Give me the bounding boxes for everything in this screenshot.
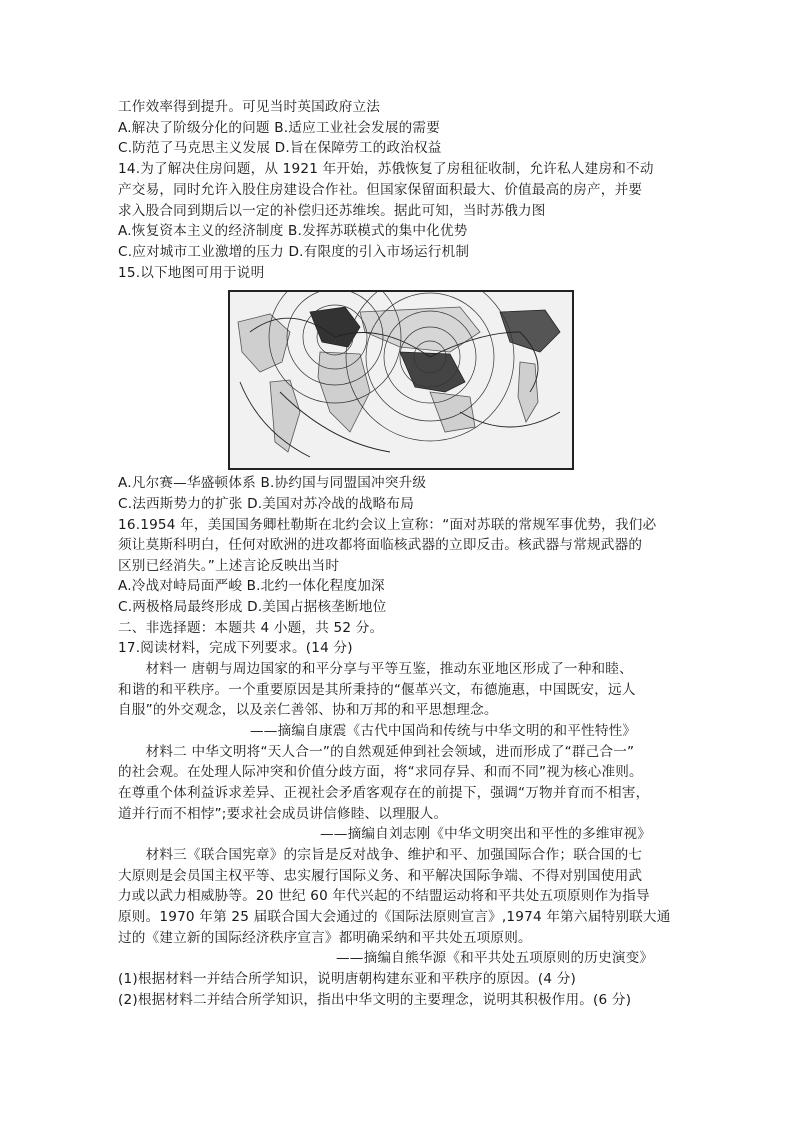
text-line: 力或以武力相威胁等。20 世纪 60 年代兴起的不结盟运动将和平共处五项原则作为指导: [118, 888, 650, 904]
text-line: 求入股合同到期后以一定的补偿归还苏维埃。据此可知，当时苏俄力图: [118, 203, 546, 219]
text-line: 须让莫斯科明白，任何对欧洲的进攻都将面临核武器的立即反击。核武器与常规武器的: [118, 537, 643, 553]
option-line: C.应对城市工业激增的压力 D.有限度的引入市场运行机制: [118, 244, 470, 260]
citation-three: ——摘编自熊华源《和平共处五项原则的历史演变》: [336, 950, 654, 966]
citation-two: ——摘编自刘志刚《中华文明突出和平性的多维审视》: [320, 826, 652, 842]
text-line: 道并行而不相悖”;要求社会成员讲信修睦、以理服人。: [118, 806, 448, 822]
sub-question-2: (2)根据材料二并结合所学知识，指出中华文明的主要理念，说明其积极作用。(6 分): [118, 992, 632, 1008]
text-line: 原则。1970 年第 25 届联合国大会通过的《国际法原则宣言》,1974 年第六届特别联大通: [118, 909, 671, 925]
material-two: 材料二 中华文明将“天人合一”的自然观延伸到社会领域，进而形成了“群己合一”: [118, 744, 635, 760]
text-line: 产交易，同时允许入股住房建设合作社。但国家保留面积最大、价值最高的房产，并要: [118, 182, 643, 198]
text-line: 自服”的外交观念，以及亲仁善邻、协和万邦的和平思想理念。: [118, 702, 498, 718]
world-map-figure: [228, 290, 574, 470]
question-16: 16.1954 年，美国国务卿杜勒斯在北约会议上宣称：“面对苏联的常规军事优势，我们必: [118, 517, 657, 533]
question-15: 15.以下地图可用于说明: [118, 265, 265, 281]
option-line: A.恢复资本主义的经济制度 B.发挥苏联模式的集中化优势: [118, 223, 468, 239]
text-line: 和谐的和平秩序。一个重要原因是其所秉持的“偃革兴文，布德施惠，中国既安，远人: [118, 682, 636, 698]
question-14: 14.为了解决住房问题，从 1921 年开始，苏俄恢复了房租征收制，允许私人建房和不动: [118, 161, 654, 177]
option-line: A.冷战对峙局面严峻 B.北约一体化程度加深: [118, 578, 385, 594]
citation-one: ——摘编自康震《古代中国尚和传统与中华文明的和平性特性》: [250, 723, 637, 739]
sub-question-1: (1)根据材料一并结合所学知识，说明唐朝构建东亚和平秩序的原因。(4 分): [118, 971, 577, 987]
text-line: 的社会观。在处理人际冲突和价值分歧方面，将“求同存异、和而不同”视为核心准则。: [118, 764, 643, 780]
text-line: 区别已经消失。”上述言论反映出当时: [118, 558, 340, 574]
material-one: 材料一 唐朝与周边国家的和平分享与平等互鉴，推动东亚地区形成了一种和睦、: [118, 661, 633, 677]
text-line: 在尊重个体利益诉求差异、正视社会矛盾客观存在的前提下，强调“万物并育而不相害，: [118, 785, 650, 801]
option-line: A.解决了阶级分化的问题 B.适应工业社会发展的需要: [118, 120, 441, 136]
option-line: C.防范了马克思主义发展 D.旨在保障劳工的政治权益: [118, 140, 442, 156]
section-heading: 二、非选择题：本题共 4 小题，共 52 分。: [118, 620, 384, 636]
text-line: 工作效率得到提升。可见当时英国政府立法: [118, 99, 381, 115]
option-line: C.法西斯势力的扩张 D.美国对苏冷战的战略布局: [118, 496, 415, 512]
question-17: 17.阅读材料，完成下列要求。(14 分): [118, 640, 353, 656]
material-three: 材料三《联合国宪章》的宗旨是反对战争、维护和平、加强国际合作；联合国的七: [118, 847, 643, 863]
world-map-icon: [230, 292, 572, 468]
option-line: A.凡尔赛—华盛顿体系 B.协约国与同盟国冲突升级: [118, 475, 427, 491]
text-line: 大原则是会员国主权平等、忠实履行国际义务、和平解决国际争端、不得对别国使用武: [118, 868, 643, 884]
text-line: 过的《建立新的国际经济秩序宣言》都明确采纳和平共处五项原则。: [118, 930, 532, 946]
option-line: C.两极格局最终形成 D.美国占据核垄断地位: [118, 599, 387, 615]
